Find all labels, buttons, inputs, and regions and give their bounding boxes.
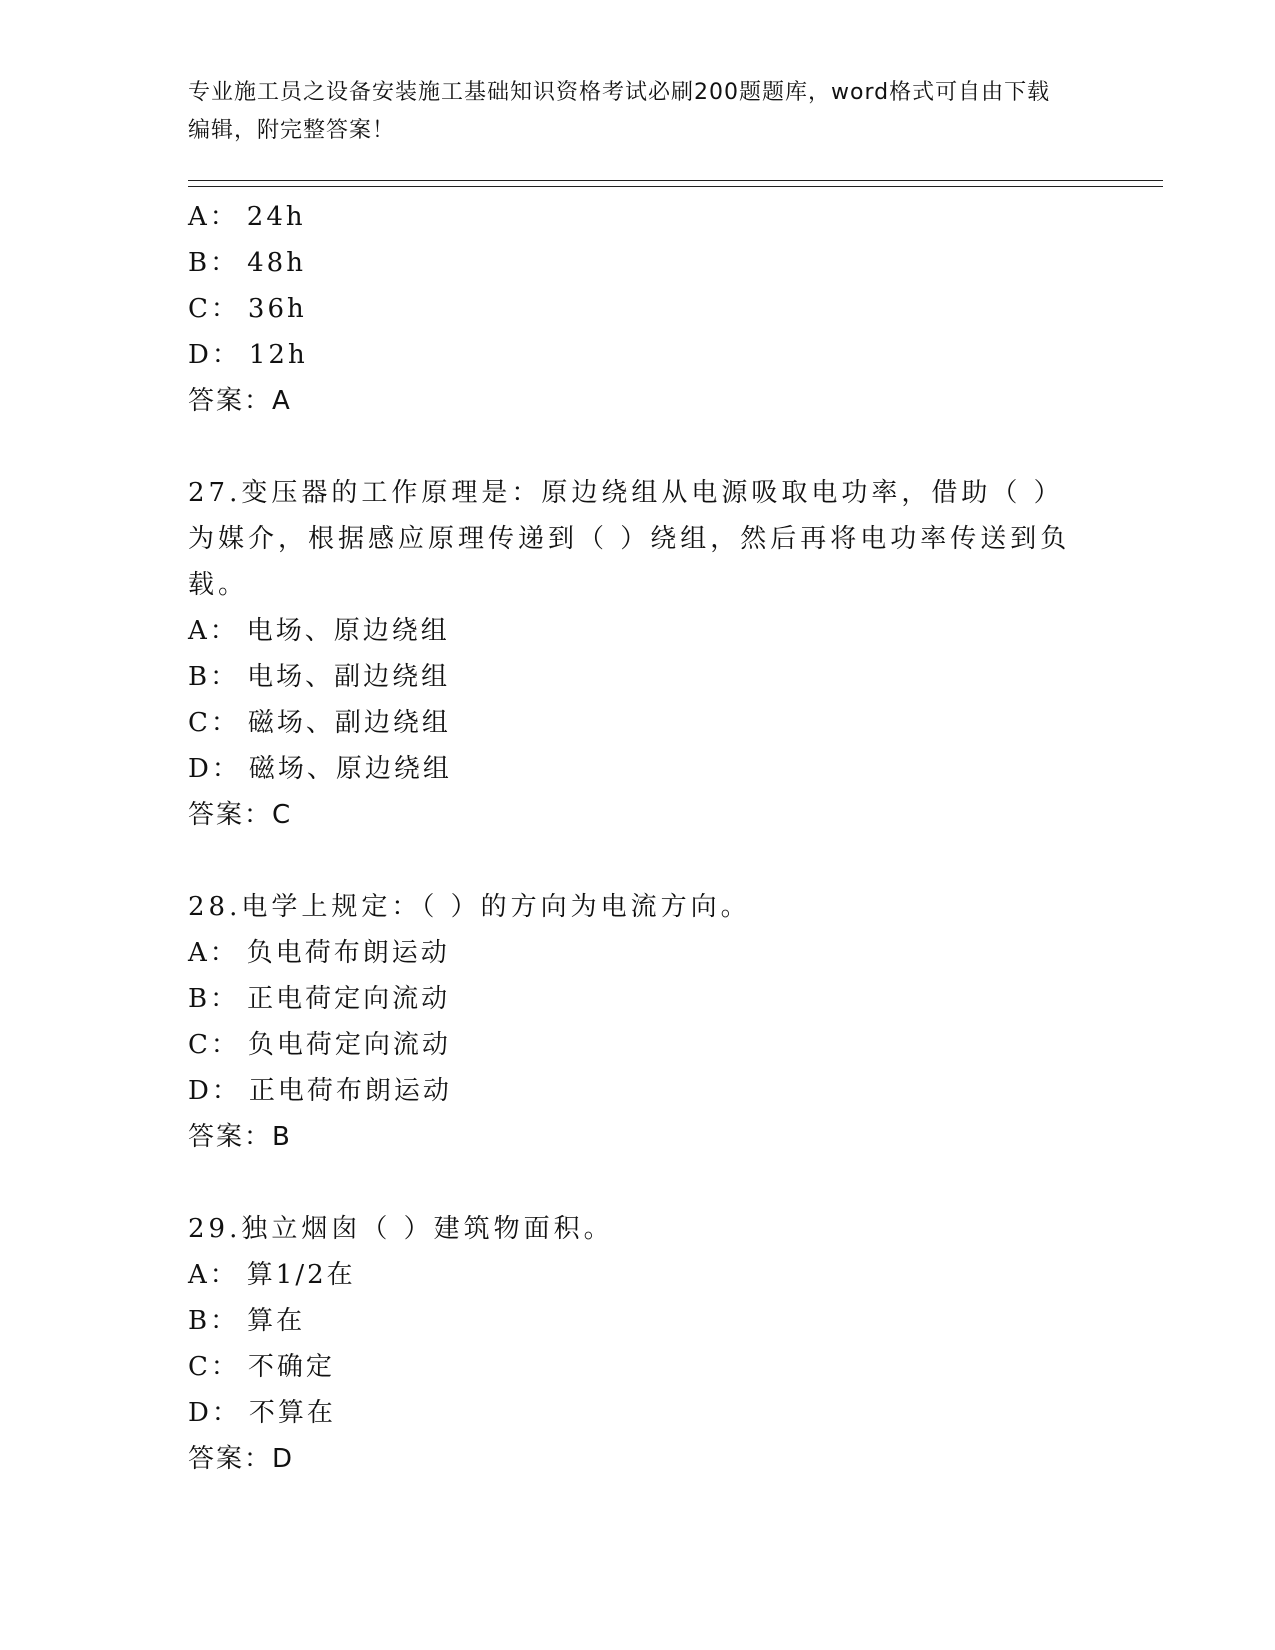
option-c: C： 不确定 — [188, 1352, 335, 1382]
option-c: C： 负电荷定向流动 — [188, 1030, 451, 1060]
question-list — [188, 194, 1148, 1482]
header-title: 专业施工员之设备安装施工基础知识资格考试必刷200题题库，word格式可自由下载编辑，附完整答案！ — [188, 80, 1051, 143]
answer: 答案：B — [188, 1122, 292, 1152]
question-26 — [188, 194, 1148, 424]
option-a: A： 电场、原边绕组 — [188, 616, 450, 646]
option-b: B： 算在 — [188, 1306, 306, 1336]
option-a: A： 负电荷布朗运动 — [188, 938, 450, 968]
question-28 — [188, 884, 1148, 1160]
option-c: C： 36h — [188, 294, 307, 324]
answer: 答案：D — [188, 1444, 295, 1474]
question-text: 27.变压器的工作原理是：原边绕组从电源吸取电功率，借助（ ）为媒介，根据感应原理传递到（ ）绕组，然后再将电功率传送到负载。 — [188, 478, 1071, 600]
header-divider-bottom — [188, 186, 1163, 187]
option-a: A： 24h — [188, 202, 306, 232]
question-text: 29.独立烟囱（ ）建筑物面积。 — [188, 1214, 614, 1244]
option-d: D： 不算在 — [188, 1398, 336, 1428]
question-text: 28.电学上规定：（ ）的方向为电流方向。 — [188, 892, 751, 922]
option-b: B： 正电荷定向流动 — [188, 984, 451, 1014]
option-c: C： 磁场、副边绕组 — [188, 708, 451, 738]
header-divider-top — [188, 180, 1163, 181]
option-b: B： 48h — [188, 248, 306, 278]
option-a: A： 算1/2在 — [188, 1260, 356, 1290]
document-header — [188, 74, 1068, 150]
option-d: D： 磁场、原边绕组 — [188, 754, 452, 784]
answer: 答案：A — [188, 386, 292, 416]
answer: 答案：C — [188, 800, 293, 830]
option-d: D： 12h — [188, 340, 308, 370]
option-d: D： 正电荷布朗运动 — [188, 1076, 452, 1106]
question-27 — [188, 470, 1148, 838]
option-b: B： 电场、副边绕组 — [188, 662, 451, 692]
question-29 — [188, 1206, 1148, 1482]
